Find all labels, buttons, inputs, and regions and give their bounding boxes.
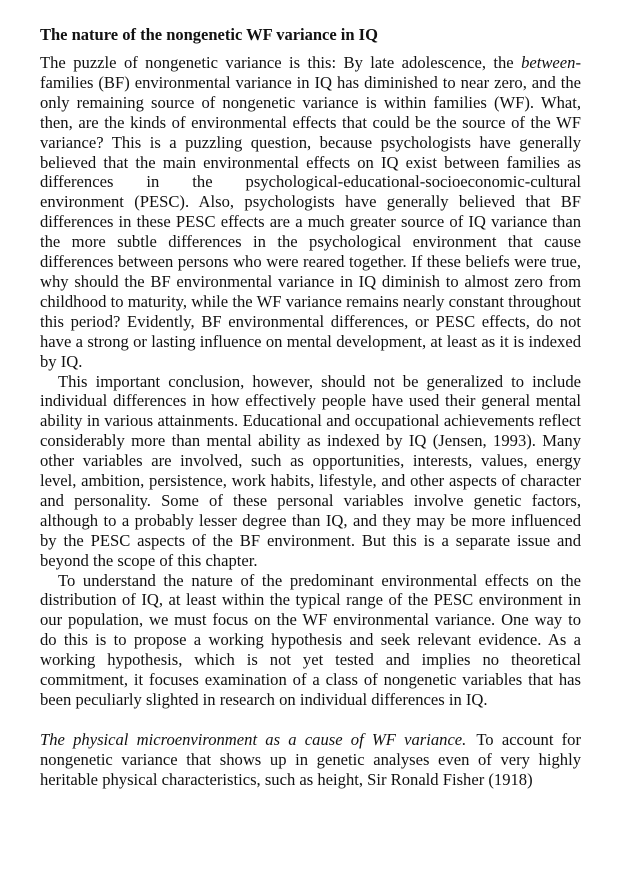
document-page [40, 24, 581, 790]
subsection-heading: The physical microenvironment as a cause of WF variance. [40, 729, 467, 749]
paragraph-1-text-start: The puzzle of nongenetic variance is this: By late adolescence, the [40, 53, 522, 72]
subsection-paragraph [40, 730, 581, 790]
paragraph-3: To understand the nature of the predominant environmental effects on the distribution of IQ, at least within the typical range of the PESC environment in our population, we must focus on the WF environmental variance. One way to do this is to propose a working hypothesis and seek relevant evidence. As a working hypothesis, which is not yet tested and implies no theoretical commitment, it focuses examination of a class of nongenetic variables that has been peculiarly slighted in research on individual differences in IQ. [40, 570, 581, 709]
paragraph-1-emphasis: between- [521, 53, 581, 72]
section-gap [40, 710, 581, 730]
section-heading: The nature of the nongenetic WF variance in IQ [40, 25, 378, 44]
paragraph-1 [40, 53, 581, 372]
paragraph-2: This important conclusion, however, should not be generalized to include individual differences in how effectively people have used their general mental ability in various attainments. Educational and occupational achievements reflect considerably more than mental ability as indexed by IQ (Jensen, 1993). Many other variables are involved, such as opportunities, interests, values, energy level, ambition, persistence, work habits, lifestyle, and other aspects of character and personality. Some of these personal variables involve genetic factors, although to a probably lesser degree than IQ, and they may be more influenced by the PESC aspects of the BF environment. But this is a separate issue and beyond the scope of this chapter. [40, 371, 581, 570]
paragraph-1-text-rest: families (BF) environmental variance in IQ has diminished to near zero, and the only remaining source of nongenetic variance is within families (WF). What, then, are the kinds of environmental effects that could be the source of the WF variance? This is a puzzling question, because psychologists have generally believed that the main environmental effects on IQ exist between families as differences in the psychological-educational-socioeconomic-cultural environment (PESC). Also, psychologists have generally believed that BF differences in these PESC effects are a much greater source of IQ variance than the more subtle differences in the psychological environment that cause differences between persons who were reared together. If these beliefs were true, why should the BF environmental variance in IQ diminish to almost zero from childhood to maturity, while the WF variance remains nearly constant throughout this period? Evidently, BF environmental differences, or PESC effects, do not have a strong or lasting influence on mental development, at least as it is indexed by IQ. [40, 72, 581, 371]
subsection-text: To account for nongenetic variance that shows up in genetic analyses even of very highly heritable physical characteristics, such as height, Sir Ronald Fisher (1918) [40, 729, 581, 789]
